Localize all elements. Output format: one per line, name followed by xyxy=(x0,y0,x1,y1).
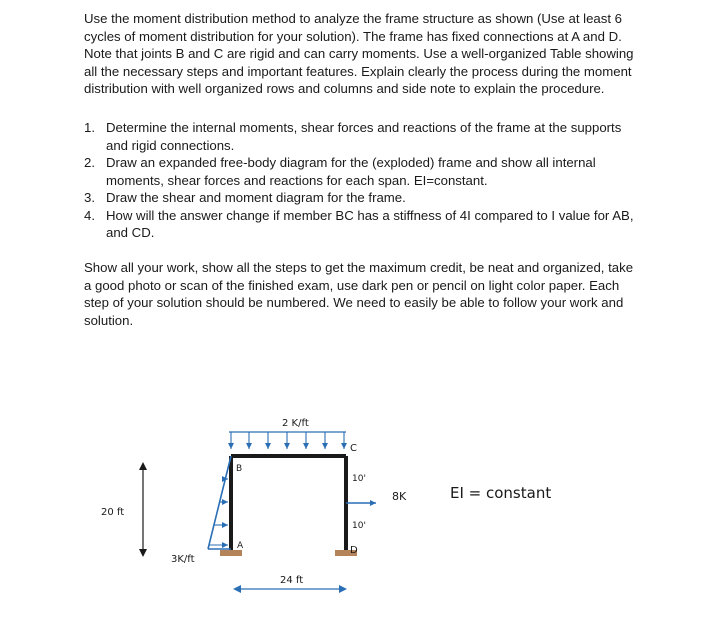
task-text: Determine the internal moments, shear forces and reactions of the frame at the supports and rigid connections. xyxy=(106,120,622,153)
ei-note: EI = constant xyxy=(450,484,552,502)
span-arrow-right xyxy=(339,585,347,593)
task-number: 4. xyxy=(84,207,95,223)
task-number: 1. xyxy=(84,120,95,135)
height-label: 20 ft xyxy=(101,507,125,518)
task-item xyxy=(84,154,644,189)
task-item xyxy=(84,119,644,154)
upper-dimension-label: 10' xyxy=(352,474,366,484)
point-load-label: 8K xyxy=(392,490,407,503)
triangular-load xyxy=(208,456,231,549)
task-item xyxy=(84,207,644,242)
frame xyxy=(231,456,346,551)
udl-label: 2 K/ft xyxy=(282,418,309,429)
task-number: 3. xyxy=(84,190,95,205)
joint-a-label: A xyxy=(237,541,244,551)
distributed-load xyxy=(229,432,346,449)
task-text: Draw the shear and moment diagram for the frame. xyxy=(106,190,406,205)
triangular-load-label: 3K/ft xyxy=(171,554,195,565)
closing-paragraph: Show all your work, show all the steps to get the maximum credit, be neat and organized, take a good photo or scan of the finished exam, use dark pen or pencil on light color paper. Each step of your solution should be numbered. We need to easily be able to follow your work and solution. xyxy=(84,260,634,328)
frame-figure xyxy=(0,400,717,619)
lower-dimension-label: 10' xyxy=(352,521,366,531)
joint-c-label: C xyxy=(350,443,357,454)
height-arrow-up xyxy=(139,462,147,470)
task-text: Draw an expanded free-body diagram for the (exploded) frame and show all internal moments, shear forces and reactions for each span. EI=constant. xyxy=(106,155,596,188)
task-number: 2. xyxy=(84,155,95,170)
height-arrow-down xyxy=(139,549,147,557)
task-text: How will the answer change if member BC has a stiffness of 4I compared to I value for AB, and CD. xyxy=(106,207,634,240)
task-item xyxy=(84,189,644,207)
intro-paragraph: Use the moment distribution method to analyze the frame structure as shown (Use at least 6 cycles of moment distribution for your solution). The frame has fixed connections at A and D. Note that joints B and C are rigid and can carry moments. Use a well-organized Table showing all the necessary steps and important features. Explain clearly the process during the moment distribution with well organized rows and columns and side note to explain the procedure. xyxy=(84,11,634,96)
span-arrow-left xyxy=(233,585,241,593)
span-label: 24 ft xyxy=(280,575,304,586)
joint-d-label: D xyxy=(350,545,358,556)
joint-b-label: B xyxy=(236,464,243,474)
task-list xyxy=(84,119,644,242)
